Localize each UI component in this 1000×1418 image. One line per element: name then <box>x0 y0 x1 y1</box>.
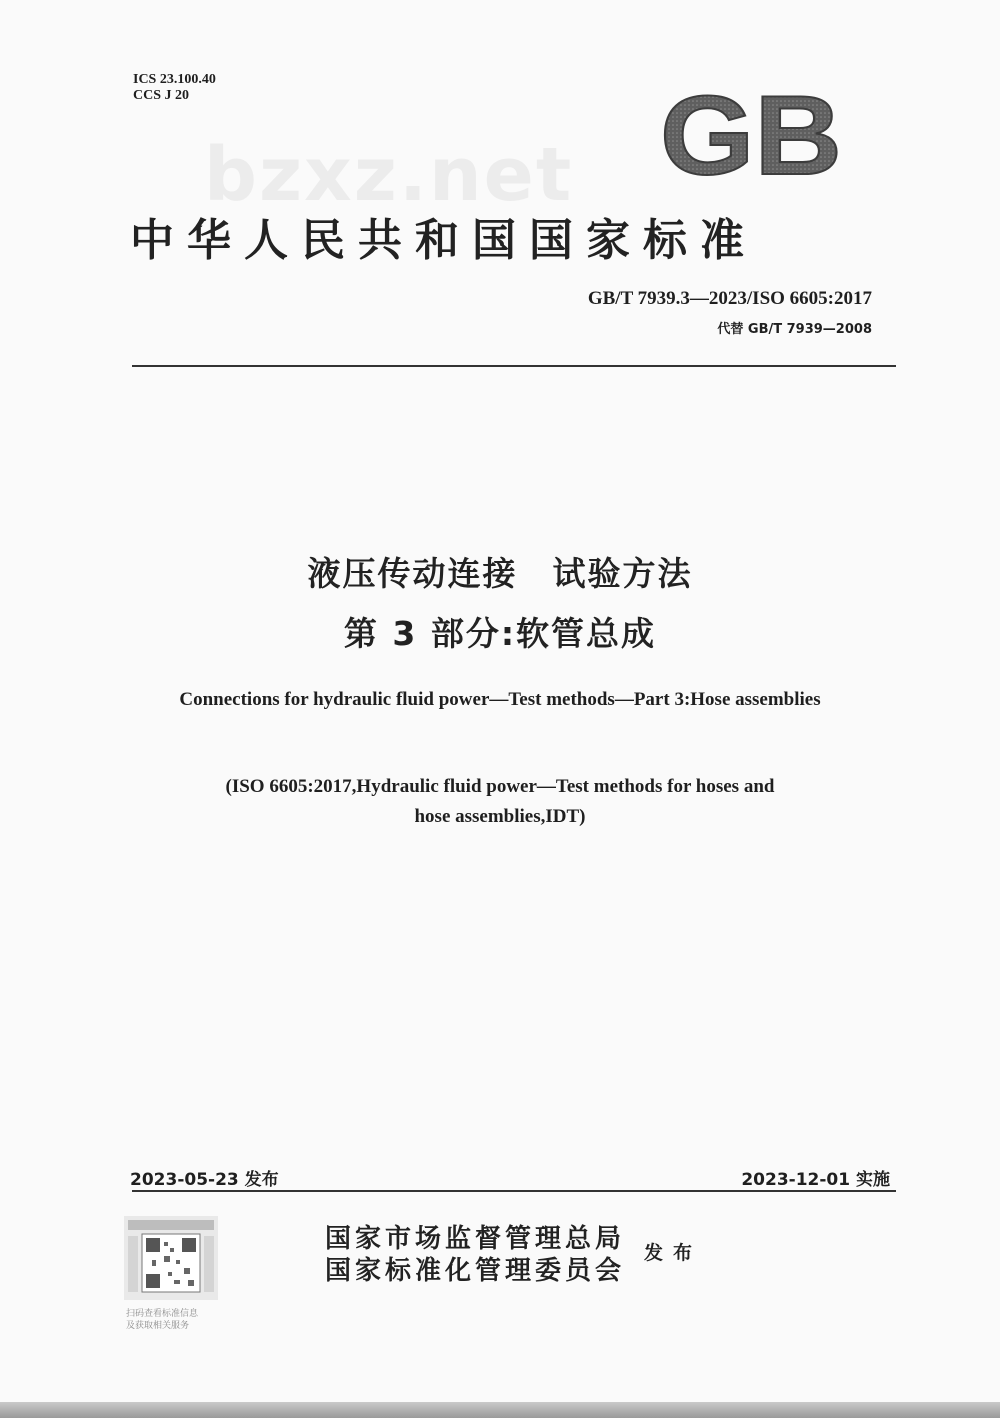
issue-date: 2023-05-23 发布 <box>130 1170 279 1190</box>
issuing-authority-1: 国家市场监督管理总局 <box>325 1224 626 1254</box>
gb-logo <box>660 84 845 180</box>
publish-label: 发布 <box>644 1242 703 1264</box>
ccs-code: CCS J 20 <box>133 88 190 103</box>
iso-equivalence-line-2: hose assemblies,IDT) <box>414 806 586 827</box>
implementation-date: 2023-12-01 实施 <box>741 1170 890 1190</box>
english-title: Connections for hydraulic fluid power—Test methods—Part 3:Hose assemblies <box>179 689 821 710</box>
chinese-title-line-1: 液压传动连接 试验方法 <box>307 554 693 593</box>
ics-code: ICS 23.100.40 <box>133 72 216 87</box>
scan-edge <box>0 1402 1000 1418</box>
bottom-divider <box>132 1190 896 1192</box>
issuing-authority-2: 国家标准化管理委员会 <box>325 1256 626 1286</box>
watermark: bzxz.net <box>204 132 574 218</box>
top-divider <box>132 365 896 367</box>
standard-number: GB/T 7939.3—2023/ISO 6605:2017 <box>587 288 872 309</box>
stamp-caption: 扫码查看标准信息 及获取相关服务 <box>126 1309 199 1331</box>
qr-code-stamp <box>124 1216 218 1300</box>
svg-text:GB: GB <box>660 84 842 180</box>
chinese-title-line-2: 第 3 部分:软管总成 <box>343 614 657 653</box>
iso-equivalence-line-1: (ISO 6605:2017,Hydraulic fluid power—Test methods for hoses and <box>225 776 775 797</box>
classification-codes <box>133 72 216 104</box>
replaces-standard: 代替 GB/T 7939—2008 <box>717 322 872 337</box>
standard-category-title: 中华人民共和国国家标准 <box>130 215 757 266</box>
